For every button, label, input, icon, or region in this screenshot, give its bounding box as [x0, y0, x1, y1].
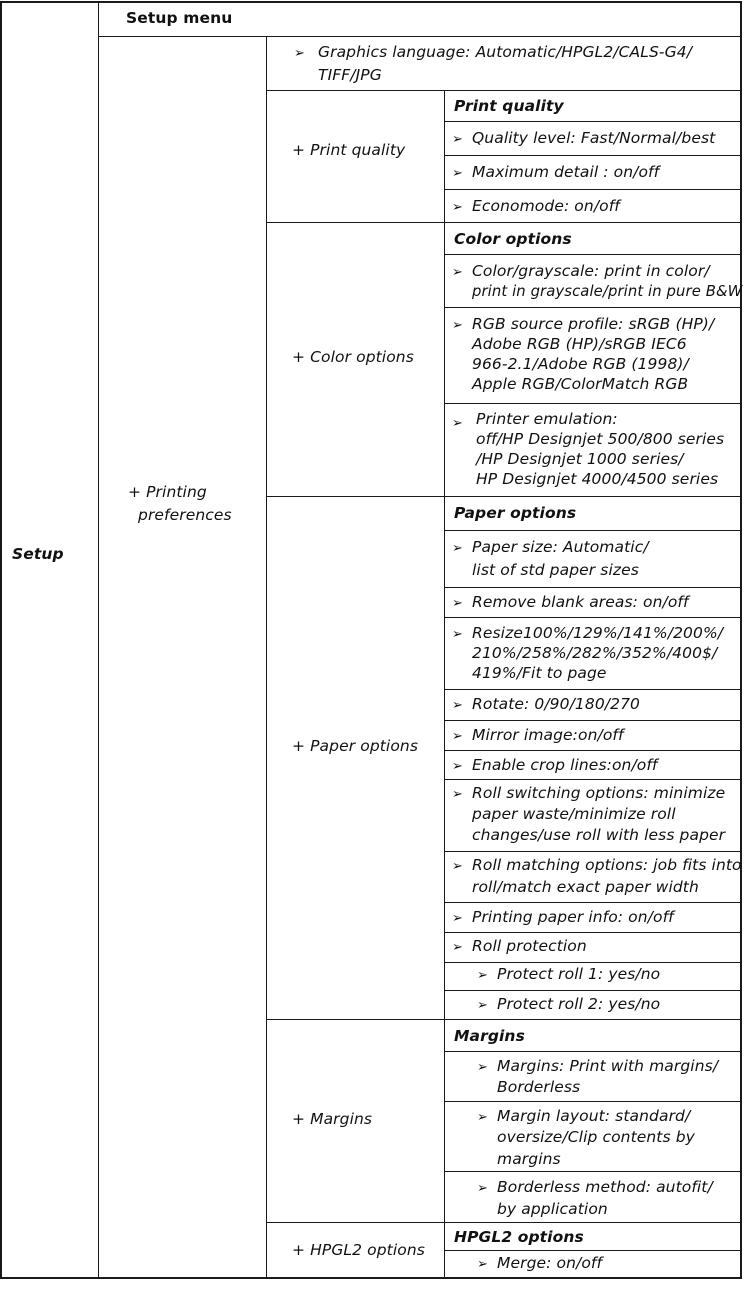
maximum-detail-item: ➢ Maximum detail : on/off [452, 163, 660, 181]
margins-group-label: + Margins [292, 1110, 373, 1128]
bullet-arrow-icon: ➢ [452, 265, 463, 280]
quality-level-item: ➢ Quality level: Fast/Normal/best [452, 129, 716, 147]
color-options-group-label: + Color options [292, 348, 414, 366]
bullet-arrow-icon: ➢ [452, 166, 463, 181]
hpgl2-options-group-label: + HPGL2 options [292, 1241, 425, 1259]
printing-preferences-label-line2: preferences [138, 506, 232, 524]
economode-item: ➢ Economode: on/off [452, 197, 620, 215]
bullet-arrow-icon: ➢ [294, 46, 305, 61]
setup-label: Setup [12, 545, 64, 563]
margins-header: Margins [454, 1027, 525, 1045]
menu-title: Setup menu [126, 9, 233, 27]
bullet-arrow-icon: ➢ [477, 1257, 488, 1272]
roll-protection-item: ➢ Roll protection [452, 937, 587, 955]
remove-blank-areas-item: ➢ Remove blank areas: on/off [452, 593, 689, 611]
setup-menu-table: Setup menu Setup + Printing preferences ➢ Graphics language: Automatic/HPGL2/CALS-G4/ TIFF/JPG + Print quality Print quality ➢ Quality level: Fast/Normal/best ➢ Maximum detail : on/off ➢ Economode: on/off + Color options Color options ➢ Color/grayscale: print in color/ print in grayscale/print in pure B&W ➢ RGB source profile: sRGB (HP)/ Adobe RGB (HP)/sRGB IEC6 966-2.1/Adobe RGB (1998)/ Apple RGB/ColorMatch RGB ➢ Printer emulation: off/HP Designjet 500/800 series /HP Designjet 1000 series/ HP Designjet 4000/4500 series + Paper options Paper options ➢ Paper size: Automatic/ list of std paper sizes ➢ Remove blank areas: on/off ➢ Resize100%/129%/141%/200%/ 210%/258%/282%/352%/400$/ 419%/Fit to page ➢ Rotate: 0/90/180/270 ➢ Mirror image:on/off ➢ Enable crop lines:on/off ➢ Roll switching options: minimize paper waste/minimize roll changes/use roll with less paper ➢ Roll matching options: job fits into roll/match exact paper width ➢ Printing paper info: on/off ➢ Roll protection ➢ Protect roll 1: yes/no ➢ Protect roll 2: yes/no + Margins Margins ➢ Margins: Print with margins/ Borderless ➢ Margin layout: standard/ oversize/Clip contents by margins ➢ Borderless method: autofit/ by application + HPGL2 options HPGL2 options ➢ Merge: on/off [0, 0, 756, 1297]
bullet-arrow-icon: ➢ [452, 729, 463, 744]
bullet-arrow-icon: ➢ [452, 787, 463, 802]
print-quality-header: Print quality [454, 97, 564, 115]
bullet-arrow-icon: ➢ [452, 541, 463, 556]
bullet-arrow-icon: ➢ [477, 968, 488, 983]
bullet-arrow-icon: ➢ [452, 911, 463, 926]
print-quality-group-label: + Print quality [292, 141, 406, 159]
bullet-arrow-icon: ➢ [477, 1110, 488, 1125]
protect-roll-1-item: ➢ Protect roll 1: yes/no [477, 965, 661, 983]
bullet-arrow-icon: ➢ [452, 132, 463, 147]
bullet-arrow-icon: ➢ [452, 200, 463, 215]
bullet-arrow-icon: ➢ [452, 859, 463, 874]
bullet-arrow-icon: ➢ [452, 759, 463, 774]
protect-roll-2-item: ➢ Protect roll 2: yes/no [477, 995, 661, 1013]
bullet-arrow-icon: ➢ [452, 627, 463, 642]
bullet-arrow-icon: ➢ [452, 416, 463, 431]
bullet-arrow-icon: ➢ [452, 698, 463, 713]
bullet-arrow-icon: ➢ [452, 596, 463, 611]
mirror-image-item: ➢ Mirror image:on/off [452, 726, 624, 744]
bullet-arrow-icon: ➢ [452, 318, 463, 333]
printing-paper-info-item: ➢ Printing paper info: on/off [452, 908, 674, 926]
rotate-item: ➢ Rotate: 0/90/180/270 [452, 695, 641, 713]
hpgl2-options-header: HPGL2 options [454, 1228, 584, 1246]
crop-lines-item: ➢ Enable crop lines:on/off [452, 756, 658, 774]
bullet-arrow-icon: ➢ [452, 940, 463, 955]
bullet-arrow-icon: ➢ [477, 1181, 488, 1196]
color-options-header: Color options [454, 230, 572, 248]
printing-preferences-label-line1: + Printing [128, 483, 207, 501]
bullet-arrow-icon: ➢ [477, 1060, 488, 1075]
merge-item: ➢ Merge: on/off [477, 1254, 603, 1272]
paper-options-group-label: + Paper options [292, 737, 419, 755]
paper-options-header: Paper options [454, 504, 577, 522]
bullet-arrow-icon: ➢ [477, 998, 488, 1013]
